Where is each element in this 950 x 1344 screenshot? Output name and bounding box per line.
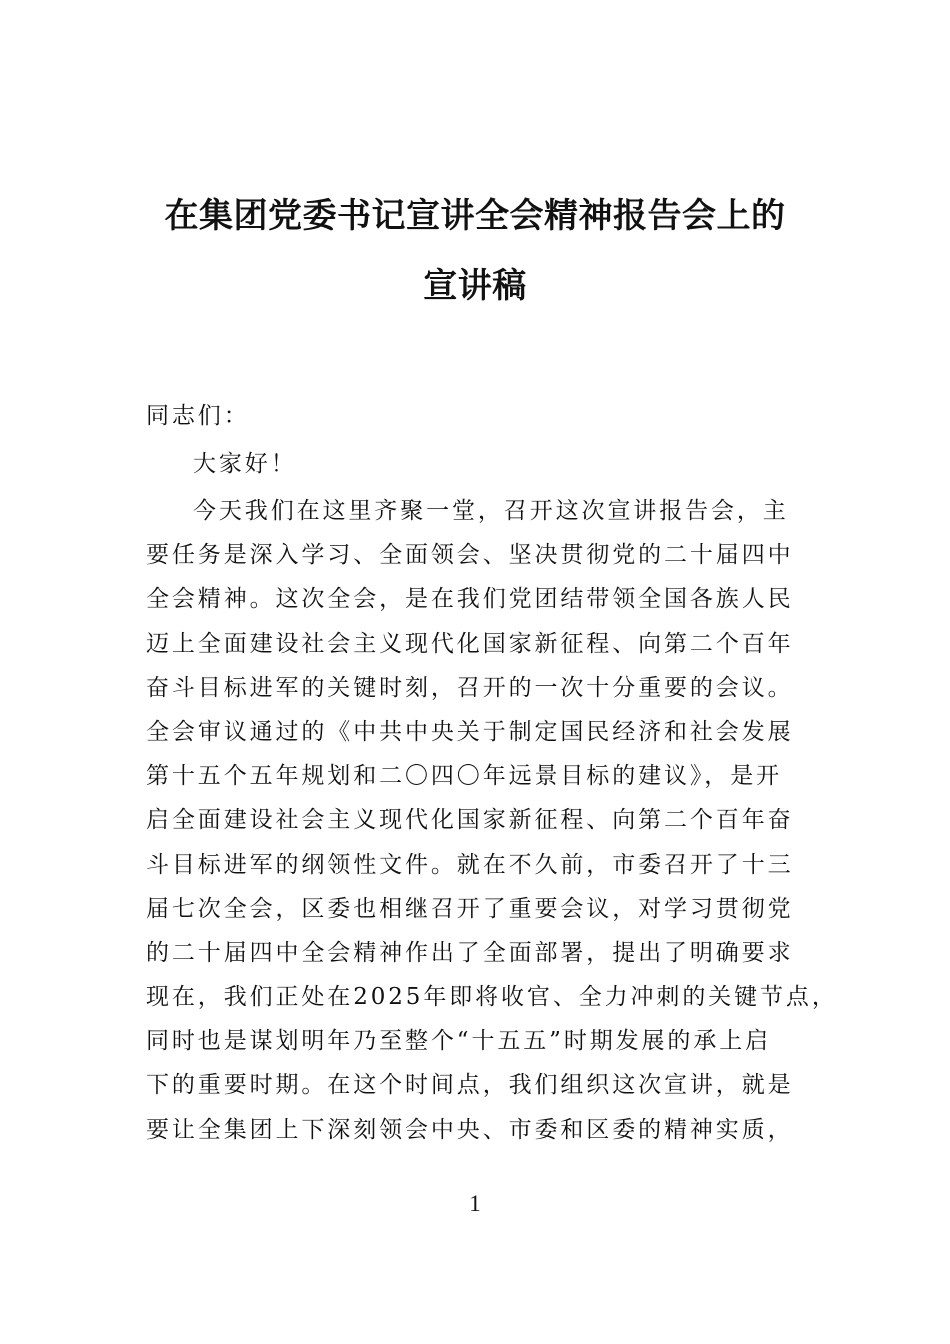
page-number: 1 <box>469 1191 481 1216</box>
paragraph-line: 下的重要时期。在这个时间点，我们组织这次宣讲，就是 <box>146 1072 794 1099</box>
paragraph-line: 全会审议通过的《中共中央关于制定国民经济和社会发展 <box>146 718 794 745</box>
paragraph-line: 要任务是深入学习、全面领会、坚决贯彻党的二十届四中 <box>146 542 794 569</box>
document-title-line-1: 在集团党委书记宣讲全会精神报告会上的 <box>164 196 786 236</box>
paragraph-line: 第十五个五年规划和二〇四〇年远景目标的建议》，是开 <box>146 763 782 790</box>
greeting: 大家好！ <box>193 451 297 477</box>
paragraph-line: 奋斗目标进军的关键时刻，召开的一次十分重要的会议。 <box>146 674 794 701</box>
paragraph-line: 启全面建设社会主义现代化国家新征程、向第二个百年奋 <box>146 807 794 834</box>
paragraph-line: 要让全集团上下深刻领会中央、市委和区委的精神实质， <box>146 1116 794 1143</box>
body-paragraph <box>146 489 836 1152</box>
paragraph-line: 届七次全会，区委也相继召开了重要会议，对学习贯彻党 <box>146 895 794 922</box>
paragraph-line: 迈上全面建设社会主义现代化国家新征程、向第二个百年 <box>146 630 794 657</box>
paragraph-line: 全会精神。这次全会，是在我们党团结带领全国各族人民 <box>146 586 794 613</box>
document-title-line-2: 宣讲稿 <box>423 266 527 306</box>
paragraph-line: 的二十届四中全会精神作出了全面部署，提出了明确要求 <box>146 939 794 966</box>
paragraph-line: 今天我们在这里齐聚一堂，召开这次宣讲报告会，主 <box>193 498 789 524</box>
salutation: 同志们： <box>146 403 250 429</box>
paragraph-line: 现在，我们正处在2025年即将收官、全力冲刺的关键节点， <box>146 984 838 1011</box>
paragraph-line: 同时也是谋划明年乃至整个“十五五”时期发展的承上启 <box>146 1028 772 1055</box>
paragraph-line: 斗目标进军的纲领性文件。就在不久前，市委召开了十三 <box>146 851 794 878</box>
